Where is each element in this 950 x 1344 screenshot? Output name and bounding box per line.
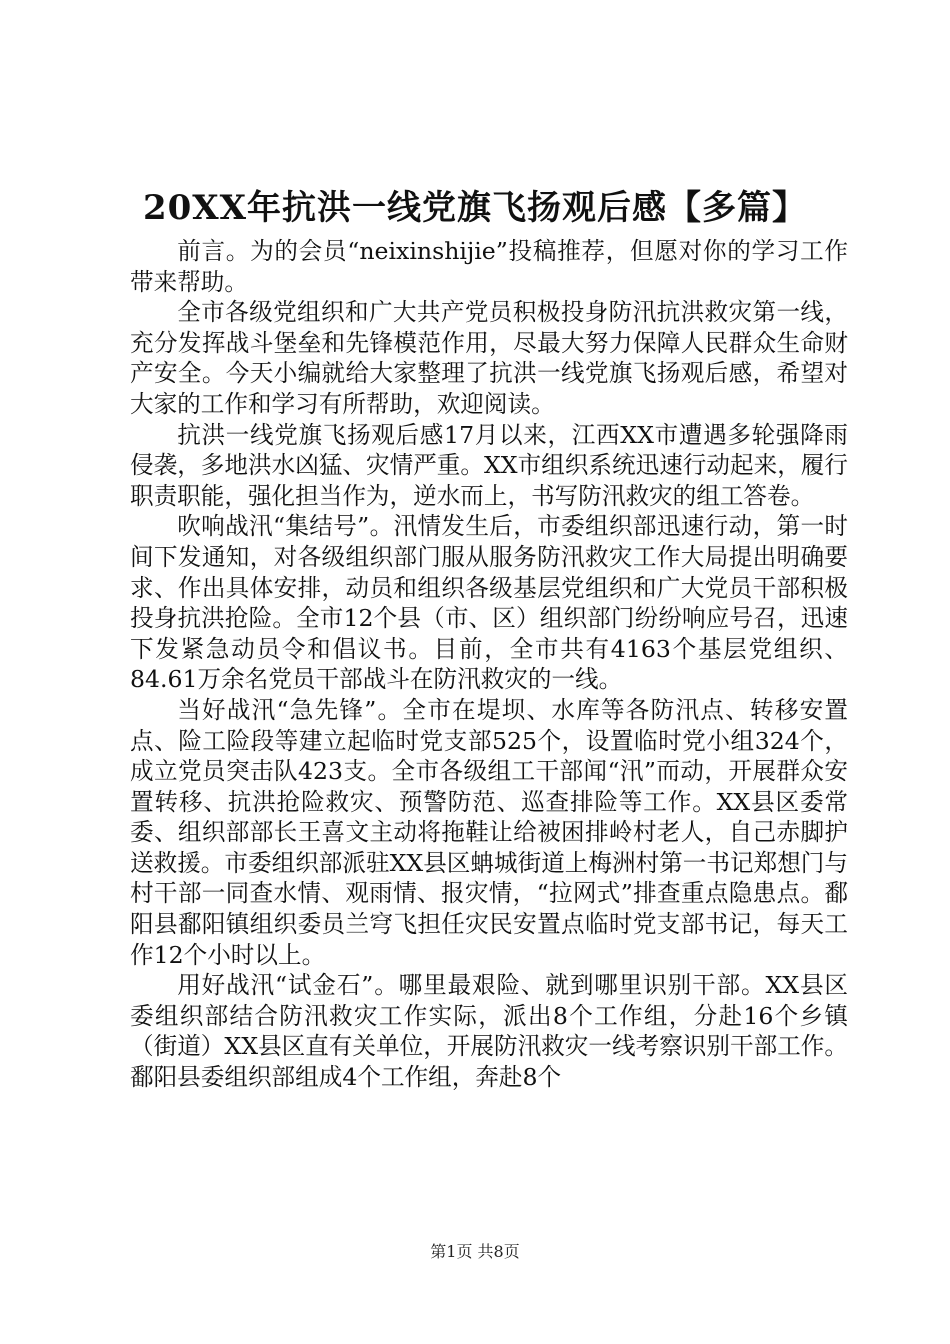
paragraph-overview: 抗洪一线党旗飞扬观后感17月以来，江西XX市遭遇多轮强降雨侵袭，多地洪水凶猛、灾情严重。XX市组织系统迅速行动起来，履行职责职能，强化担当作为，逆水而上，书写防汛救灾的组工答卷。 (130, 420, 848, 510)
page-footer: 第1页 共8页 (430, 1242, 520, 1261)
document-body (130, 236, 848, 1093)
paragraph-vanguard: 当好战汛“急先锋”。全市在堤坝、水库等各防汛点、转移安置点、险工险段等建立起临时党支部525个，设置临时党小组324个，成立党员突击队423支。全市各级组工干部闻“汛”而动，开展群众安置转移、抗洪抢险救灾、预警防范、巡查排险等工作。XX县区委常委、组织部部长王喜文主动将拖鞋让给被困排岭村老人，自己赤脚护送救援。市委组织部派驻XX县区蚺城街道上梅洲村第一书记郑想门与村干部一同查水情、观雨情、报灾情，“拉网式”排查重点隐患点。鄱阳县鄱阳镇组织委员兰穹飞担任灾民安置点临时党支部书记，每天工作12个小时以上。 (130, 695, 848, 969)
paragraph-intro: 全市各级党组织和广大共产党员积极投身防汛抗洪救灾第一线，充分发挥战斗堡垒和先锋模范作用，尽最大努力保障人民群众生命财产安全。今天小编就给大家整理了抗洪一线党旗飞扬观后感，希望对大家的工作和学习有所帮助，欢迎阅读。 (130, 298, 848, 418)
paragraph-touchstone: 用好战汛“试金石”。哪里最艰险、就到哪里识别干部。XX县区委组织部结合防汛救灾工作实际，派出8个工作组，分赴16个乡镇（街道）XX县区直有关单位，开展防汛救灾一线考察识别干部工作。鄱阳县委组织部组成4个工作组，奔赴8个 (130, 971, 848, 1092)
paragraph-preface: 前言。为的会员“neixinshijie”投稿推荐，但愿对你的学习工作带来帮助。 (130, 237, 848, 296)
paragraph-assembly: 吹响战汛“集结号”。汛情发生后，市委组织部迅速行动，第一时间下发通知，对各级组织部门服从服务防汛救灾工作大局提出明确要求、作出具体安排，动员和组织各级基层党组织和广大党员干部积极投身抗洪抢险。全市12个县（市、区）组织部门纷纷响应号召，迅速下发紧急动员令和倡议书。目前，全市共有4163个基层党组织、84.61万余名党员干部战斗在防汛救灾的一线。 (130, 512, 848, 694)
document-title: 20XX年抗洪一线党旗飞扬观后感【多篇】 (142, 188, 808, 228)
